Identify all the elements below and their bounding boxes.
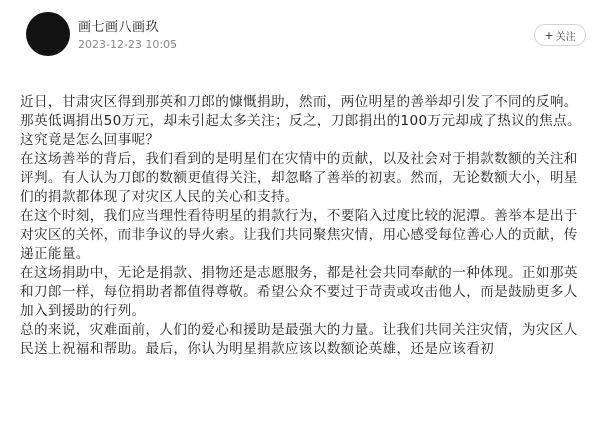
- follow-button[interactable]: [534, 24, 586, 46]
- follow-label: 关注: [555, 31, 576, 43]
- article-paragraph: 近日，甘肃灾区得到那英和刀郎的慷慨捐助，然而，两位明星的善举却引发了不同的反响。那英低调捐出50万元，却未引起太多关注；反之，刀郎捐出的100万元却成了热议的焦点。这究竟是怎么回事呢？: [20, 94, 581, 148]
- author-avatar[interactable]: [26, 12, 70, 56]
- article-paragraph: 在这场捐助中，无论是捐款、捐物还是志愿服务，都是社会共同奉献的一种体现。正如那英和刀郎一样，每位捐助者都值得尊敬。希望公众不要过于苛责或攻击他人，而是鼓励更多人加入到援助的行列。: [20, 265, 578, 319]
- article-paragraph: 总的来说，灾难面前，人们的爱心和援助是最强大的力量。让我们共同关注灾情，为灾区人民送上祝福和帮助。最后，你认为明星捐款应该以数额论英雄，还是应该看初: [20, 322, 578, 357]
- author-name[interactable]: 画七画八画玖: [78, 20, 160, 35]
- article-paragraph: 在这个时刻，我们应当理性看待明星的捐款行为，不要陷入过度比较的泥潭。善举本是出于对灾区的关怀，而非争议的导火索。让我们共同聚焦灾情，用心感受每位善心人的贡献，传递正能量。: [20, 208, 578, 262]
- plus-icon: +: [544, 28, 554, 42]
- post-timestamp: 2023-12-23 10:05: [78, 38, 178, 51]
- post-header: [0, 0, 600, 72]
- article-body: [20, 93, 588, 359]
- article-paragraph: 在这场善举的背后，我们看到的是明星们在灾情中的贡献，以及社会对于捐款数额的关注和评判。有人认为刀郎的数额更值得关注，却忽略了善举的初衷。然而，无论数额大小，明星们的捐款都体现了对灾区人民的关心和支持。: [20, 151, 578, 205]
